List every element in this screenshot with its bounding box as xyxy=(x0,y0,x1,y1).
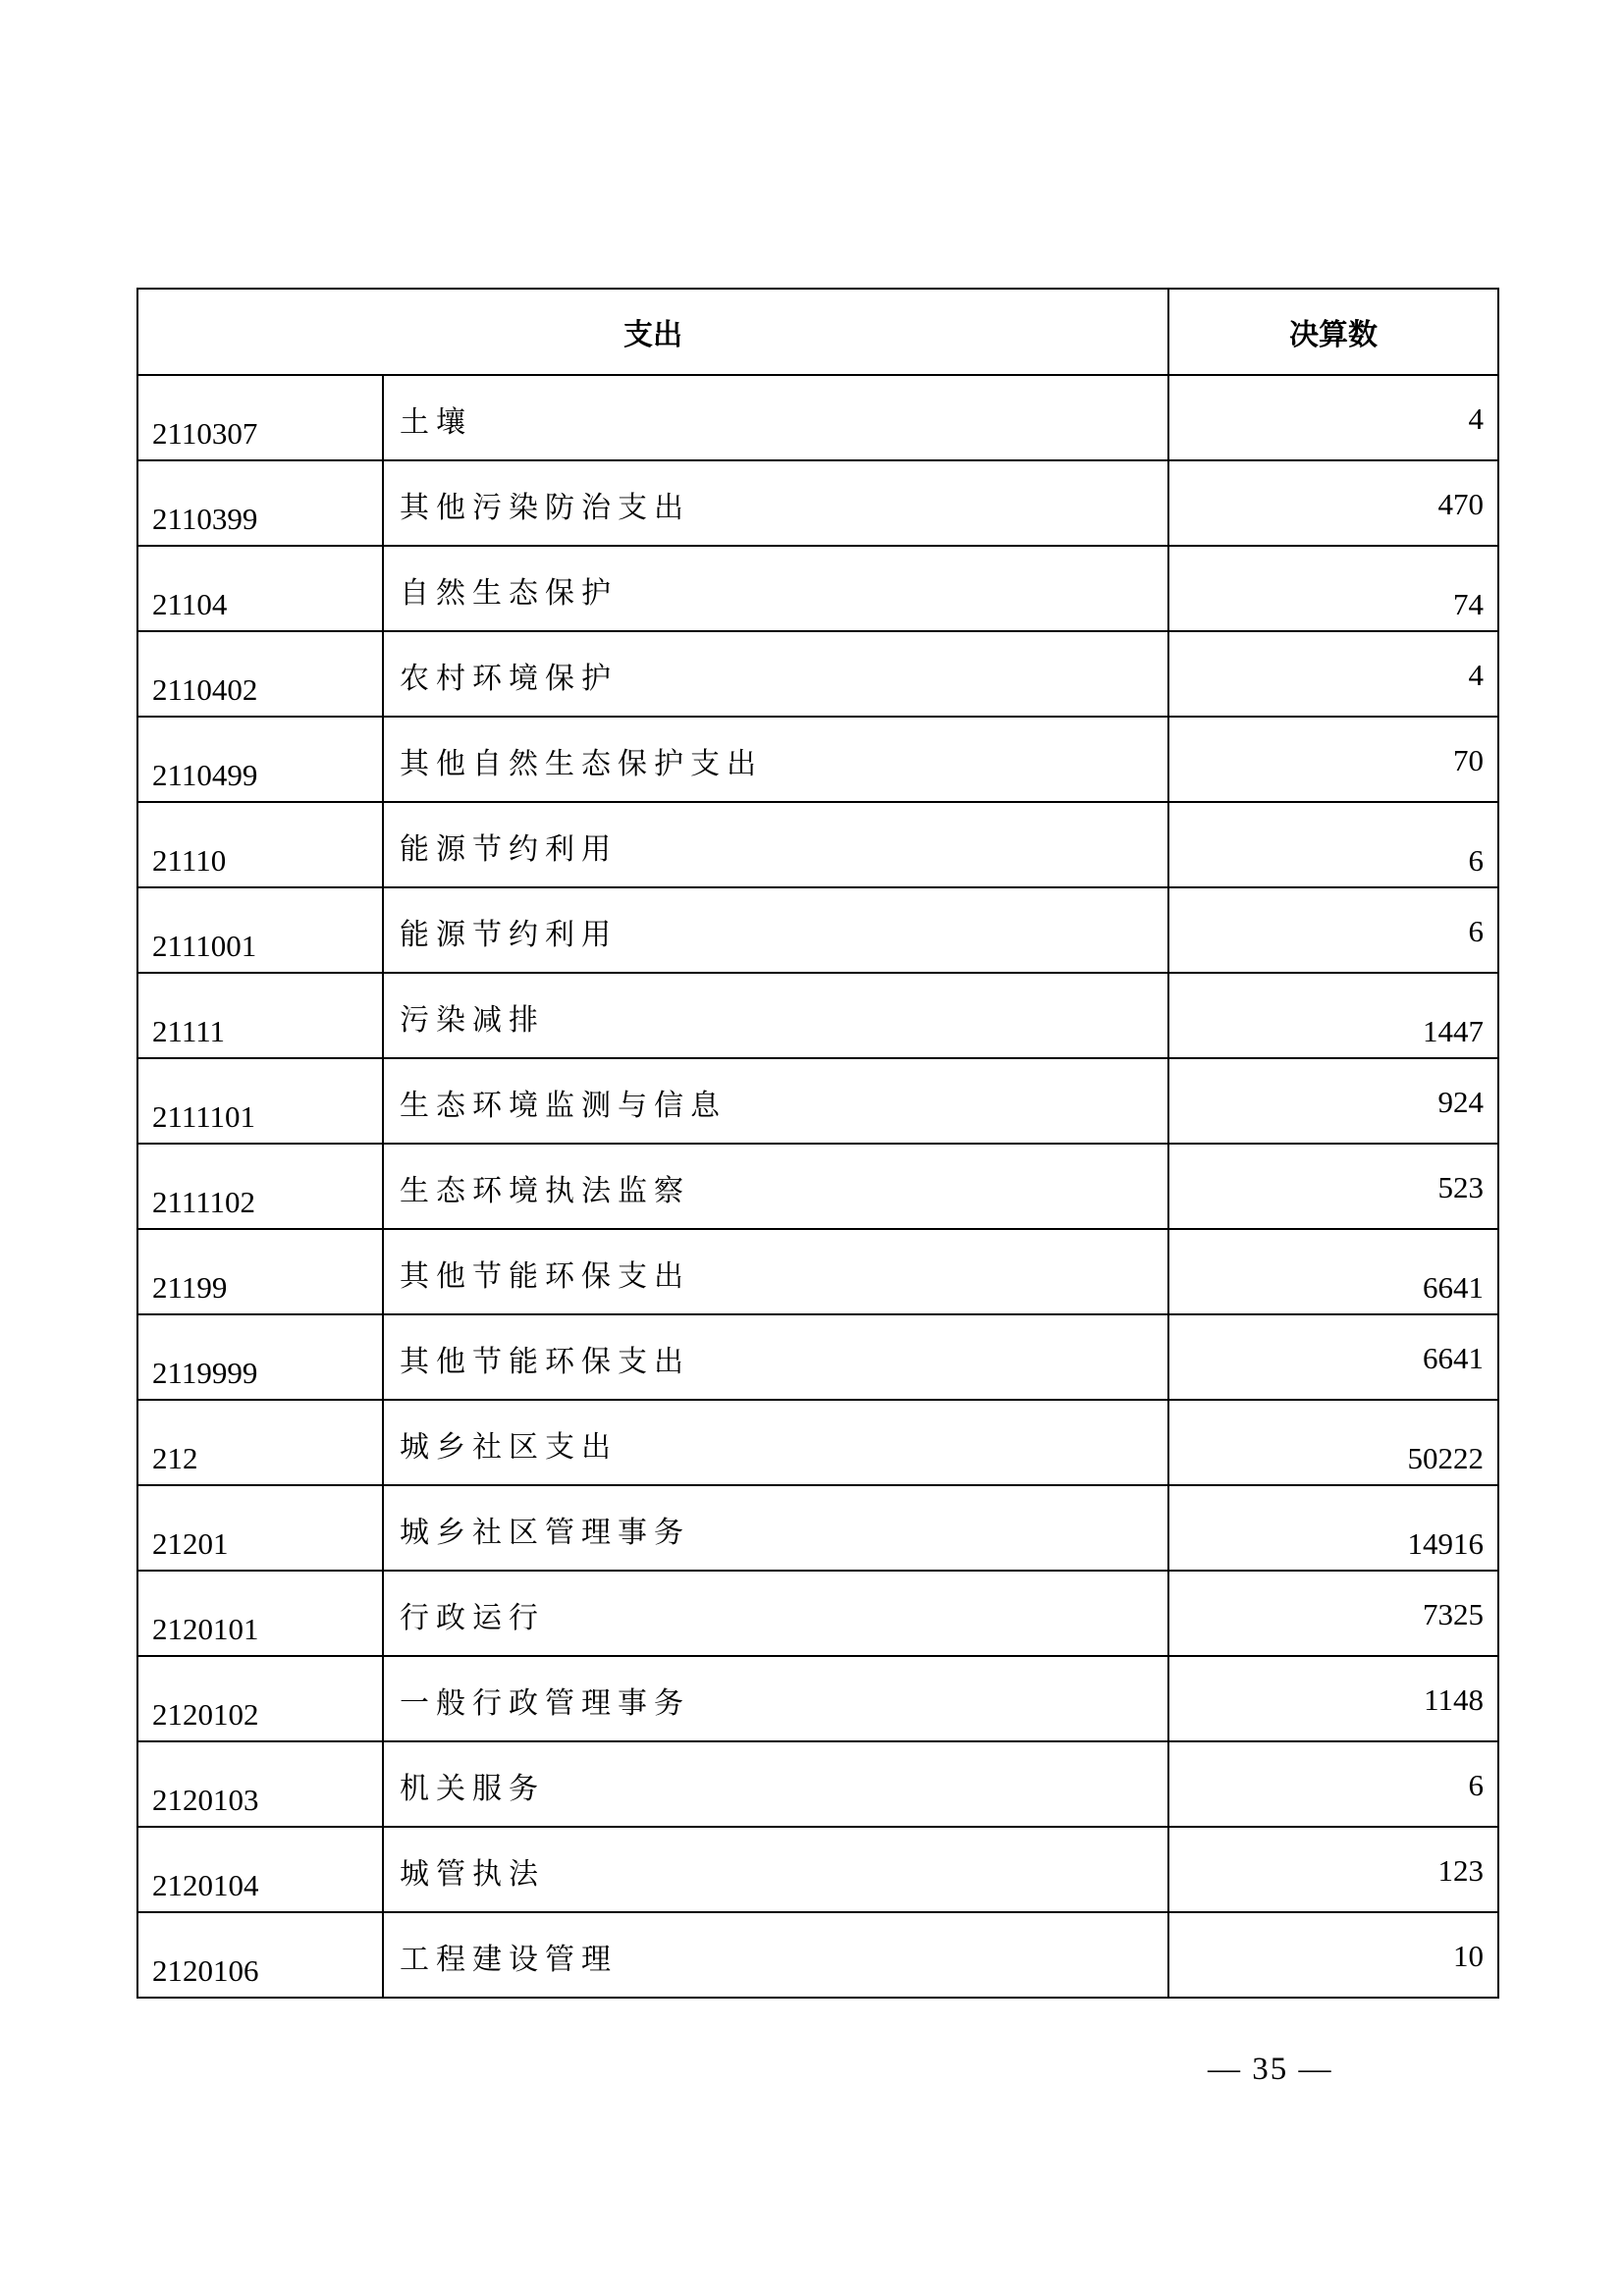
subject-code: 21111 xyxy=(152,1014,226,1048)
name-cell xyxy=(383,1058,1168,1144)
subject-code: 2120102 xyxy=(152,1697,259,1732)
final-amount-value: 4 xyxy=(1468,658,1484,692)
name-cell xyxy=(383,1656,1168,1741)
subject-code: 21104 xyxy=(152,587,228,621)
final-amount-value: 6 xyxy=(1468,914,1484,948)
table-row xyxy=(137,717,1498,802)
amount-cell xyxy=(1168,1912,1498,1998)
subject-name: 城乡社区支出 xyxy=(400,1430,618,1465)
code-cell xyxy=(137,1400,383,1485)
table-row xyxy=(137,1229,1498,1314)
subject-name: 能源节约利用 xyxy=(400,832,618,867)
subject-code: 2111101 xyxy=(152,1099,256,1134)
subject-name: 其他节能环保支出 xyxy=(400,1345,690,1379)
subject-name: 生态环境监测与信息 xyxy=(400,1089,727,1123)
subject-name: 土壤 xyxy=(400,405,472,440)
table-row xyxy=(137,1656,1498,1741)
amount-cell xyxy=(1168,802,1498,887)
subject-name: 能源节约利用 xyxy=(400,918,618,952)
table-row xyxy=(137,546,1498,631)
name-cell xyxy=(383,546,1168,631)
subject-name: 自然生态保护 xyxy=(400,576,618,611)
subject-name: 污染减排 xyxy=(400,1003,545,1038)
amount-cell xyxy=(1168,1571,1498,1656)
name-cell xyxy=(383,1314,1168,1400)
amount-cell xyxy=(1168,1144,1498,1229)
table-row xyxy=(137,887,1498,973)
amount-cell xyxy=(1168,460,1498,546)
amount-cell xyxy=(1168,973,1498,1058)
header-expenditure: 支出 xyxy=(137,289,1168,375)
subject-code: 2119999 xyxy=(152,1356,258,1390)
subject-code: 2120103 xyxy=(152,1783,259,1817)
name-cell xyxy=(383,1144,1168,1229)
subject-code: 2110307 xyxy=(152,416,258,451)
name-cell xyxy=(383,1400,1168,1485)
subject-code: 2120101 xyxy=(152,1612,259,1646)
final-amount-value: 6641 xyxy=(1423,1341,1484,1375)
name-cell xyxy=(383,802,1168,887)
final-amount-value: 123 xyxy=(1437,1853,1484,1888)
subject-code: 21199 xyxy=(152,1270,228,1305)
header-final-amount: 决算数 xyxy=(1168,289,1498,375)
final-amount-value: 6 xyxy=(1468,1768,1484,1802)
final-amount-value: 4 xyxy=(1468,401,1484,436)
name-cell xyxy=(383,1827,1168,1912)
subject-code: 21201 xyxy=(152,1526,229,1561)
table-row xyxy=(137,1741,1498,1827)
code-cell xyxy=(137,1229,383,1314)
final-amount-value: 6641 xyxy=(1423,1270,1484,1305)
table-row xyxy=(137,973,1498,1058)
table-row xyxy=(137,375,1498,460)
name-cell xyxy=(383,1912,1168,1998)
table-row xyxy=(137,460,1498,546)
final-amount-value: 924 xyxy=(1437,1085,1484,1119)
final-amount-value: 50222 xyxy=(1407,1441,1484,1475)
name-cell xyxy=(383,973,1168,1058)
code-cell xyxy=(137,631,383,717)
code-cell xyxy=(137,1827,383,1912)
amount-cell xyxy=(1168,1741,1498,1827)
final-amount-value: 10 xyxy=(1453,1939,1484,1973)
amount-cell xyxy=(1168,1827,1498,1912)
amount-cell xyxy=(1168,717,1498,802)
subject-code: 2110399 xyxy=(152,502,258,536)
amount-cell xyxy=(1168,1400,1498,1485)
code-cell xyxy=(137,1485,383,1571)
code-cell xyxy=(137,1741,383,1827)
subject-name: 机关服务 xyxy=(400,1772,545,1806)
amount-cell xyxy=(1168,887,1498,973)
name-cell xyxy=(383,460,1168,546)
final-amount-value: 74 xyxy=(1453,587,1484,621)
name-cell xyxy=(383,1741,1168,1827)
amount-cell xyxy=(1168,1058,1498,1144)
name-cell xyxy=(383,887,1168,973)
amount-cell xyxy=(1168,1314,1498,1400)
name-cell xyxy=(383,631,1168,717)
amount-cell xyxy=(1168,546,1498,631)
code-cell xyxy=(137,717,383,802)
page-number: — 35 — xyxy=(1208,2052,1333,2087)
table-row xyxy=(137,1485,1498,1571)
table-row xyxy=(137,631,1498,717)
subject-code: 2120104 xyxy=(152,1868,259,1902)
table-header-row xyxy=(137,289,1498,375)
name-cell xyxy=(383,1485,1168,1571)
subject-name: 行政运行 xyxy=(400,1601,545,1635)
name-cell xyxy=(383,1571,1168,1656)
subject-code: 2111102 xyxy=(152,1185,256,1219)
table-row xyxy=(137,802,1498,887)
final-amount-value: 1447 xyxy=(1423,1014,1484,1048)
table-row xyxy=(137,1144,1498,1229)
final-amount-value: 1148 xyxy=(1424,1682,1484,1717)
table-row xyxy=(137,1058,1498,1144)
amount-cell xyxy=(1168,1229,1498,1314)
subject-code: 212 xyxy=(152,1441,198,1475)
amount-cell xyxy=(1168,375,1498,460)
final-amount-value: 470 xyxy=(1437,487,1484,521)
subject-code: 2110402 xyxy=(152,672,258,707)
final-amount-value: 7325 xyxy=(1423,1597,1484,1631)
code-cell xyxy=(137,1058,383,1144)
code-cell xyxy=(137,1571,383,1656)
name-cell xyxy=(383,717,1168,802)
budget-table xyxy=(136,288,1499,1999)
amount-cell xyxy=(1168,1485,1498,1571)
budget-table-container xyxy=(136,288,1497,1999)
code-cell xyxy=(137,460,383,546)
subject-name: 一般行政管理事务 xyxy=(400,1686,690,1721)
amount-cell xyxy=(1168,631,1498,717)
table-body xyxy=(137,375,1498,1998)
subject-name: 其他污染防治支出 xyxy=(400,491,690,525)
code-cell xyxy=(137,1144,383,1229)
code-cell xyxy=(137,375,383,460)
subject-code: 2110499 xyxy=(152,758,258,792)
name-cell xyxy=(383,375,1168,460)
code-cell xyxy=(137,887,383,973)
code-cell xyxy=(137,546,383,631)
final-amount-value: 523 xyxy=(1437,1170,1484,1204)
subject-name: 工程建设管理 xyxy=(400,1943,618,1977)
code-cell xyxy=(137,1656,383,1741)
subject-name: 农村环境保护 xyxy=(400,662,618,696)
subject-code: 2111001 xyxy=(152,929,257,963)
subject-name: 城乡社区管理事务 xyxy=(400,1516,690,1550)
name-cell xyxy=(383,1229,1168,1314)
subject-name: 生态环境执法监察 xyxy=(400,1174,690,1208)
final-amount-value: 70 xyxy=(1453,743,1484,777)
amount-cell xyxy=(1168,1656,1498,1741)
table-row xyxy=(137,1912,1498,1998)
final-amount-value: 6 xyxy=(1468,843,1484,878)
code-cell xyxy=(137,973,383,1058)
code-cell xyxy=(137,1912,383,1998)
subject-name: 其他自然生态保护支出 xyxy=(400,747,763,781)
code-cell xyxy=(137,802,383,887)
subject-name: 城管执法 xyxy=(400,1857,545,1892)
subject-name: 其他节能环保支出 xyxy=(400,1259,690,1294)
table-row xyxy=(137,1400,1498,1485)
table-row xyxy=(137,1827,1498,1912)
subject-code: 2120106 xyxy=(152,1953,259,1988)
subject-code: 21110 xyxy=(152,843,227,878)
table-row xyxy=(137,1571,1498,1656)
code-cell xyxy=(137,1314,383,1400)
table-row xyxy=(137,1314,1498,1400)
final-amount-value: 14916 xyxy=(1407,1526,1484,1561)
